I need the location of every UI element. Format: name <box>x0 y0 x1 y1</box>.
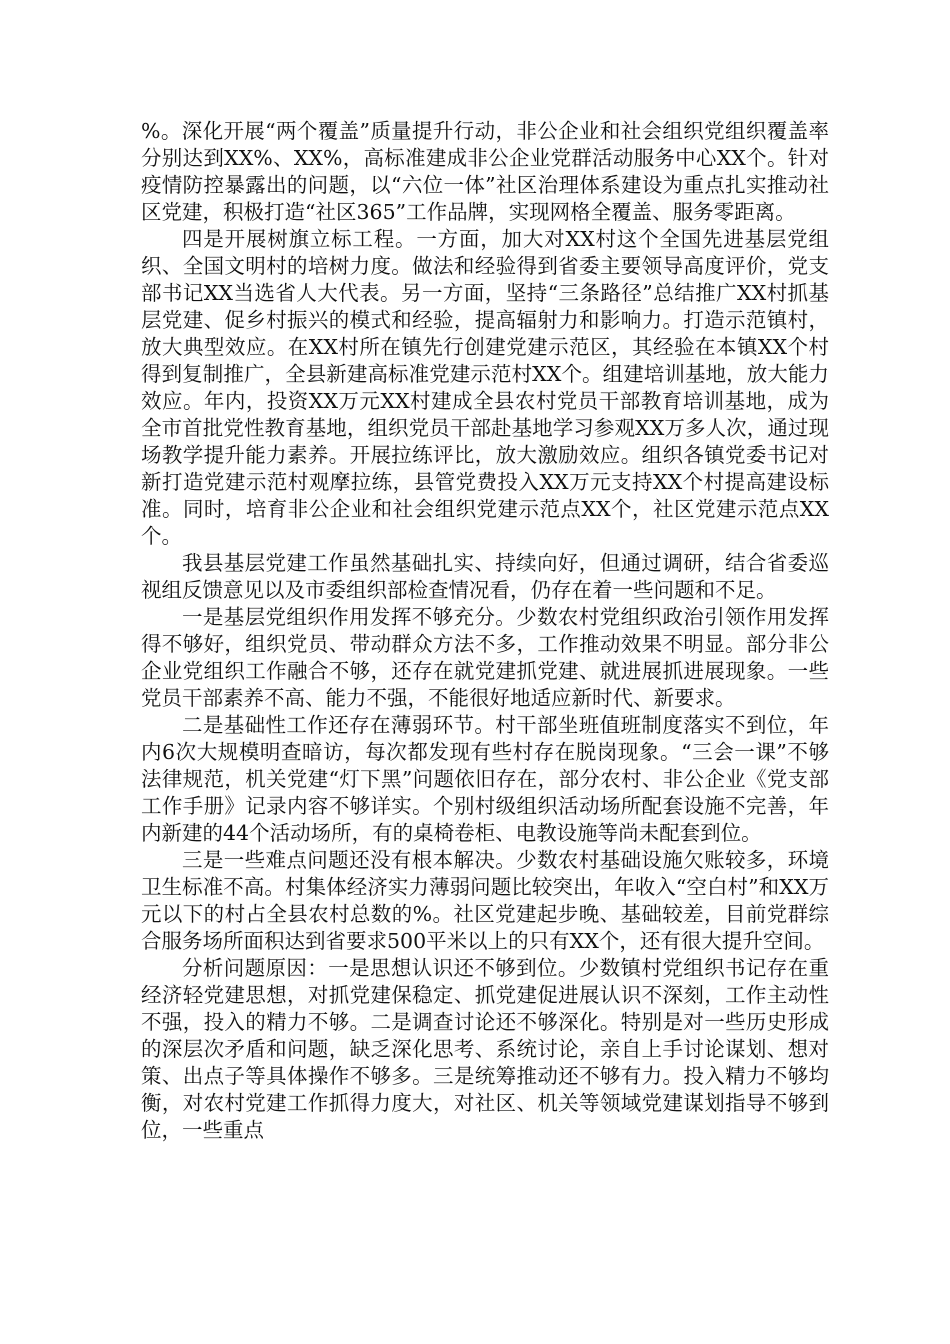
paragraph-4: 一是基层党组织作用发挥不够充分。少数农村党组织政治引领作用发挥得不够好，组织党员、带动群众方法不多，工作推动效果不明显。部分非公企业党组织工作融合不够，还存在就党建抓党建、就进展抓进展现象。一些党员干部素养不高、能力不强，不能很好地适应新时代、新要求。 <box>141 605 829 710</box>
paragraph-3: 我县基层党建工作虽然基础扎实、持续向好，但通过调研，结合省委巡视组反馈意见以及市委组织部检查情况看，仍存在着一些问题和不足。 <box>141 551 829 602</box>
document-body <box>141 118 829 1144</box>
paragraph-6: 三是一些难点问题还没有根本解决。少数农村基础设施欠账较多，环境卫生标准不高。村集体经济实力薄弱问题比较突出，年收入“空白村”和XX万元以下的村占全县农村总数的%。社区党建起步晚、基础较差，目前党群综合服务场所面积达到省要求500平米以上的只有XX个，还有很大提升空间。 <box>141 848 829 953</box>
paragraph-2: 四是开展树旗立标工程。一方面，加大对XX村这个全国先进基层党组织、全国文明村的培树力度。做法和经验得到省委主要领导高度评价，党支部书记XX当选省人大代表。另一方面，坚持“三条路径”总结推广XX村抓基层党建、促乡村振兴的模式和经验，提高辐射力和影响力。打造示范镇村，放大典型效应。在XX村所在镇先行创建党建示范区，其经验在本镇XX个村得到复制推广，全县新建高标准党建示范村XX个。组建培训基地，放大能力效应。年内，投资XX万元XX村建成全县农村党员干部教育培训基地，成为全市首批党性教育基地，组织党员干部赴基地学习参观XX万多人次，通过现场教学提升能力素养。开展拉练评比，放大激励效应。组织各镇党委书记对新打造党建示范村观摩拉练，县管党费投入XX万元支持XX个村提高建设标准。同时，培育非公企业和社会组织党建示范点XX个，社区党建示范点XX个。 <box>141 227 829 548</box>
paragraph-7: 分析问题原因：一是思想认识还不够到位。少数镇村党组织书记存在重经济轻党建思想，对抓党建保稳定、抓党建促进展认识不深刻，工作主动性不强，投入的精力不够。二是调查讨论还不够深化。特别是对一些历史形成的深层次矛盾和问题，缺乏深化思考、系统讨论，亲自上手讨论谋划、想对策、出点子等具体操作不够多。三是统筹推动还不够有力。投入精力不够均衡，对农村党建工作抓得力度大，对社区、机关等领域党建谋划指导不够到位，一些重点 <box>141 956 829 1142</box>
paragraph-5: 二是基础性工作还存在薄弱环节。村干部坐班值班制度落实不到位，年内6次大规模明查暗访，每次都发现有些村存在脱岗现象。“三会一课”不够法律规范，机关党建“灯下黑”问题依旧存在，部分农村、非公企业《党支部工作手册》记录内容不够详实。个别村级组织活动场所配套设施不完善，年内新建的44个活动场所，有的桌椅卷柜、电教设施等尚未配套到位。 <box>141 713 829 845</box>
paragraph-1: %。深化开展“两个覆盖”质量提升行动，非公企业和社会组织党组织覆盖率分别达到XX%、XX%，高标准建成非公企业党群活动服务中心XX个。针对疫情防控暴露出的问题，以“六位一体”社区治理体系建设为重点扎实推动社区党建，积极打造“社区365”工作品牌，实现网格全覆盖、服务零距离。 <box>141 119 829 224</box>
